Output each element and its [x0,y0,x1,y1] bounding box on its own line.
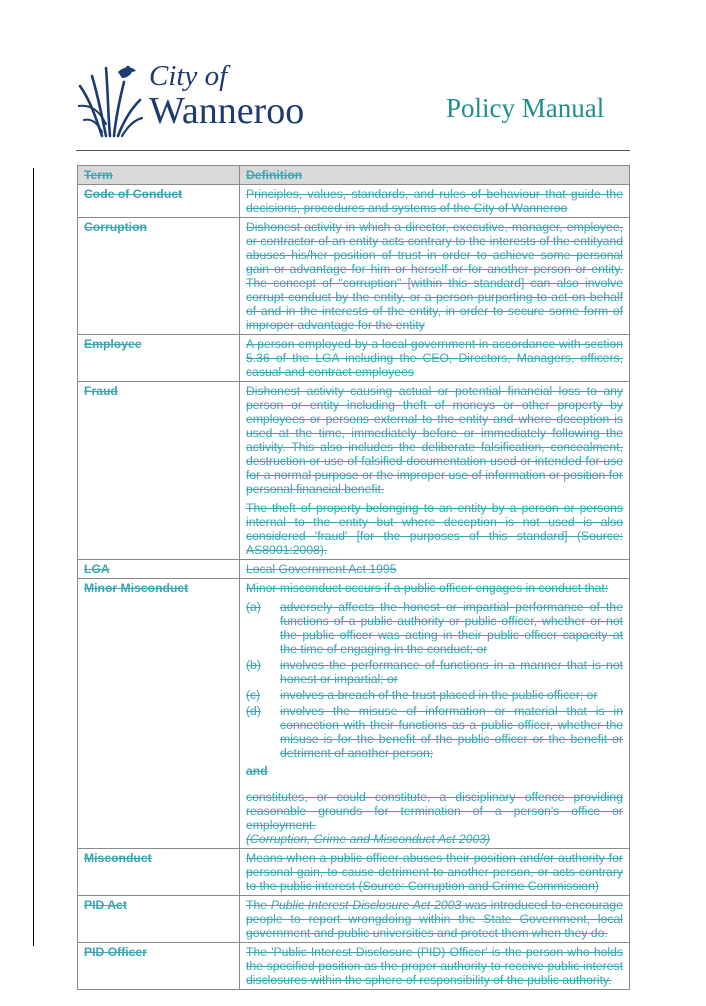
definition-text: A person employed by a local government in accordance with section 5.36 of the LGA including the CEO, Directors, Managers, officers, casual and contract employees [246,337,623,379]
header-divider [76,150,630,151]
list-text: involves the misuse of information or material that is in connection with their functions as a public officer, whether the misuse is for the benefit of the public officer or the benefit or detriment of another person; [280,704,623,760]
list-text: adversely affects the honest or impartial performance of the functions of a public authority or public officer, whether or not the public officer was acting in their public officer capacity at the time of engaging in the conduct; or [280,600,623,656]
list-item [246,704,623,760]
definition-text: Principles, values, standards, and rules of behaviour that guide the decisions, procedures and systems of the City of Wanneroo [246,187,623,215]
definition-text: Dishonest activity causing actual or potential financial loss to any person or entity including theft of moneys or other property by employees or persons external to the entity and where deception is used at the time, immediately before or immediately following the activity. This also includes the deliberate falsification, concealment, destruction or use of falsified documentation used or intended for use for a normal purpose or the improper use of information or position for personal financial benefit. [246,384,623,496]
list-text: involves a breach of the trust placed in the public officer; or [280,688,598,702]
term-cell: Employee [78,335,240,382]
change-bar [33,168,34,946]
table-row [78,560,630,579]
definition-text: Means when a public officer abuses their position and/or authority for personal gain, to cause detriment to another person, or acts contrary to the public interest (Source: Corruption and Crime Commission) [246,851,623,893]
header-definition: Definition [240,166,630,185]
definition-cell [240,382,630,560]
definition-cell [240,560,630,579]
definition-cell [240,335,630,382]
header-term: Term [78,166,240,185]
logo-city-text: City of [149,60,228,92]
table-row [78,218,630,335]
pid-pre-text: The [246,898,271,912]
definition-text [246,898,623,940]
table-header-row [78,166,630,185]
list-item [246,600,623,656]
term-cell: PID Act [78,896,240,943]
definition-cell [240,896,630,943]
list-label: (b) [246,658,261,672]
list-item [246,688,623,702]
definition-closing: constitutes, or could constitute, a disciplinary offence providing reasonable grounds for termination of a person's office or employment. [246,790,623,832]
definition-cell [240,849,630,896]
definition-cell [240,579,630,849]
definition-conjunction: and [246,764,268,778]
term-cell: Fraud [78,382,240,560]
table-row [78,382,630,560]
table-row [78,335,630,382]
term-cell: Misconduct [78,849,240,896]
term-cell: LGA [78,560,240,579]
table-row [78,579,630,849]
definition-cell [240,218,630,335]
list-text: involves the performance of functions in a manner that is not honest or impartial; or [280,658,623,686]
definition-cell [240,185,630,218]
definition-text: The 'Public Interest Disclosure (PID) Officer' is the person who holds the specified position as the proper authority to receive public interest disclosures within the sphere of responsibility of the public authority. [246,945,623,987]
definition-text: Dishonest activity in which a director, executive, manager, employee, or contractor of an entity acts contrary to the interests of the entityand abuses his/her position of trust in order to achieve some personal gain or advantage for him or herself or for another person or entity. The concept of "corruption" [within this standard] can also involve corrupt conduct by the entity, or a person purporting to act on behalf of and in the interests of the entity, in order to secure some form of improper advantage for the entity [246,220,623,332]
term-cell: PID Officer [78,943,240,990]
logo-wanneroo-text: Wanneroo [149,90,305,132]
table-row [78,185,630,218]
table-row [78,896,630,943]
list-item [246,658,623,686]
term-cell: Corruption [78,218,240,335]
pid-post-text: was introduced to encourage people to report wrongdoing within the State Government, local government and public universities and protect them when they do. [246,898,623,940]
list-label: (d) [246,704,261,718]
policy-manual-title: Policy Manual [446,93,605,123]
list-label: (a) [246,600,261,614]
term-cell: Minor Misconduct [78,579,240,849]
definition-intro: Minor misconduct occurs if a public officer engages in conduct that: [246,581,609,595]
pid-act-name: Public Interest Disclosure Act 2003 [270,898,462,912]
definition-text: The theft of property belonging to an entity by a person or persons internal to the entity but where deception is not used is also considered 'fraud' [for the purposes of this standard] (Source: AS8001:2008). [246,501,623,557]
table-row [78,849,630,896]
list-label: (c) [246,688,261,702]
definition-cell [240,943,630,990]
definition-source: (Corruption, Crime and Misconduct Act 2003) [246,832,491,846]
definitions-table [77,165,630,990]
term-cell: Code of Conduct [78,185,240,218]
table-row [78,943,630,990]
definition-text: Local Government Act 1995 [246,562,397,576]
